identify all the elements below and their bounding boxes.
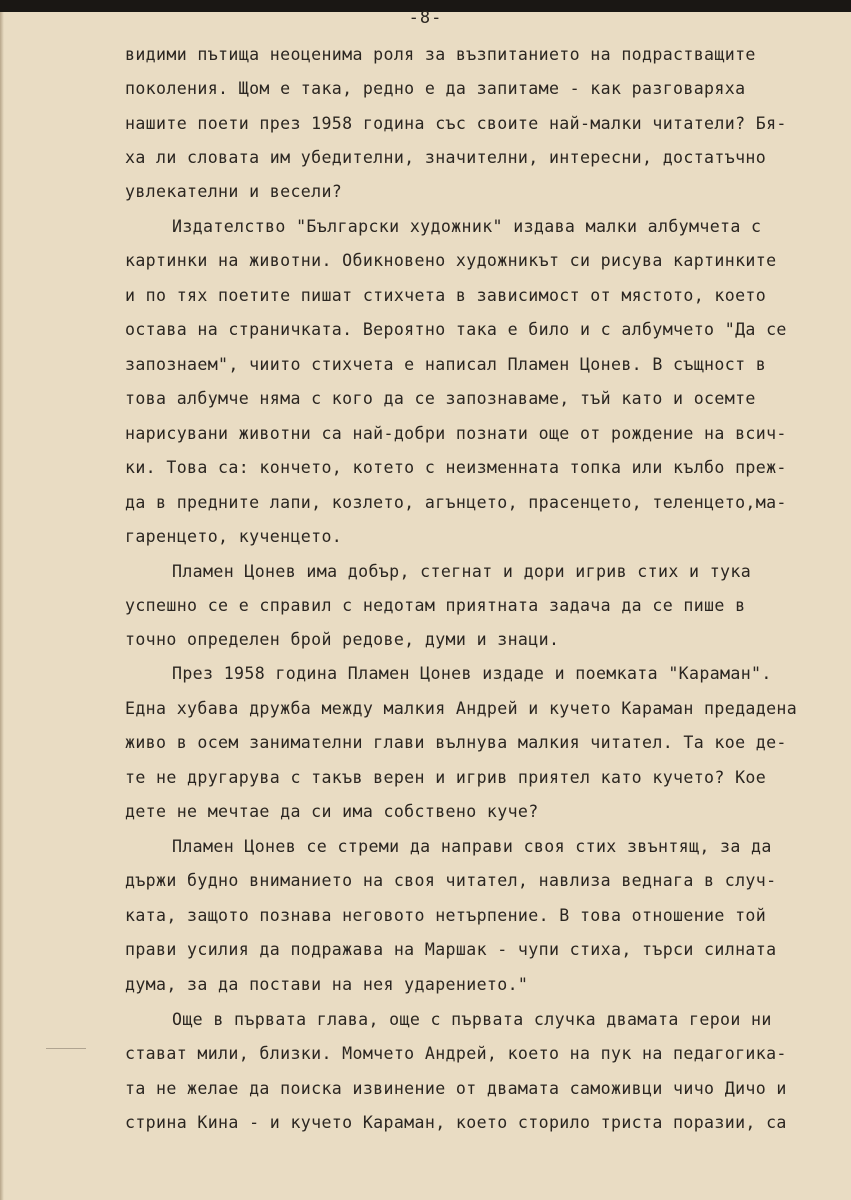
page-number: -8- xyxy=(408,8,443,28)
text-line: видими пътища неоценима роля за възпитанието на подрастващите xyxy=(125,45,756,64)
text-line: това албумче няма с кого да се запознаваме, тъй като и осемте xyxy=(125,389,756,408)
text-line: остава на страничката. Вероятно така е било и с албумчето "Да се xyxy=(125,320,787,339)
text-line: държи будно вниманието на своя читател, навлиза веднага в случ- xyxy=(125,871,777,890)
text-line: гаренцето, кученцето. xyxy=(125,527,343,546)
text-line: и по тях поетите пишат стихчета в зависимост от мястото, което xyxy=(125,286,767,305)
text-line: дете не мечтае да си има собствено куче? xyxy=(125,802,539,821)
text-line: Пламен Цонев има добър, стегнат и дори игрив стих и тука xyxy=(172,562,752,581)
text-line: нашите поети през 1958 година със своите най-малки читатели? Бя- xyxy=(125,114,787,133)
text-line: Още в първата глава, още с първата случка двамата герои ни xyxy=(172,1010,772,1029)
text-line: да в предните лапи, козлето, агънцето, прасенцето, теленцето,ма- xyxy=(125,493,787,512)
text-line: ки. Това са: кончето, котето с неизменната топка или кълбо преж- xyxy=(125,458,787,477)
text-line: стават мили, близки. Момчето Андрей, което на пук на педагогика- xyxy=(125,1044,787,1063)
scan-left-edge xyxy=(0,12,4,1200)
text-line: запознаем", чиито стихчета е написал Пламен Цонев. В същност в xyxy=(125,355,767,374)
text-line: Една хубава дружба между малкия Андрей и кучето Караман предадена xyxy=(125,699,798,718)
text-line: та не желае да поиска извинение от двамата саможивци чичо Дичо и xyxy=(125,1079,787,1098)
text-line: нарисувани животни са най-добри познати още от рождение на всич- xyxy=(125,424,787,443)
text-line: Издателство "Български художник" издава малки албумчета с xyxy=(172,217,762,236)
text-line: Пламен Цонев се стреми да направи своя стих звънтящ, за да xyxy=(172,837,772,856)
text-line: успешно се е справил с недотам приятната задача да се пише в xyxy=(125,596,746,615)
text-line: те не другарува с такъв верен и игрив приятел като кучето? Кое xyxy=(125,768,767,787)
text-line: ха ли словата им убедителни, значителни, интересни, достатъчно xyxy=(125,148,767,167)
margin-pencil-mark xyxy=(46,1048,86,1049)
text-line: През 1958 година Пламен Цонев издаде и поемката "Караман". xyxy=(172,664,772,683)
text-line: стрина Кина - и кучето Караман, което сторило триста поразии, са xyxy=(125,1113,787,1132)
text-line: прави усилия да подражава на Маршак - чупи стиха, търси силната xyxy=(125,940,777,959)
text-line: дума, за да постави на нея ударението." xyxy=(125,975,529,994)
text-line: живо в осем занимателни глави вълнува малкия читател. Та кое де- xyxy=(125,733,787,752)
text-line: ката, защото познава неговото нетърпение. В това отношение той xyxy=(125,906,767,925)
text-line: увлекателни и весели? xyxy=(125,182,343,201)
text-line: точно определен брой редове, думи и знаци. xyxy=(125,630,560,649)
text-line: картинки на животни. Обикновено художникът си рисува картинките xyxy=(125,251,777,270)
text-line: поколения. Щом е така, редно е да запитаме - как разговаряха xyxy=(125,79,746,98)
